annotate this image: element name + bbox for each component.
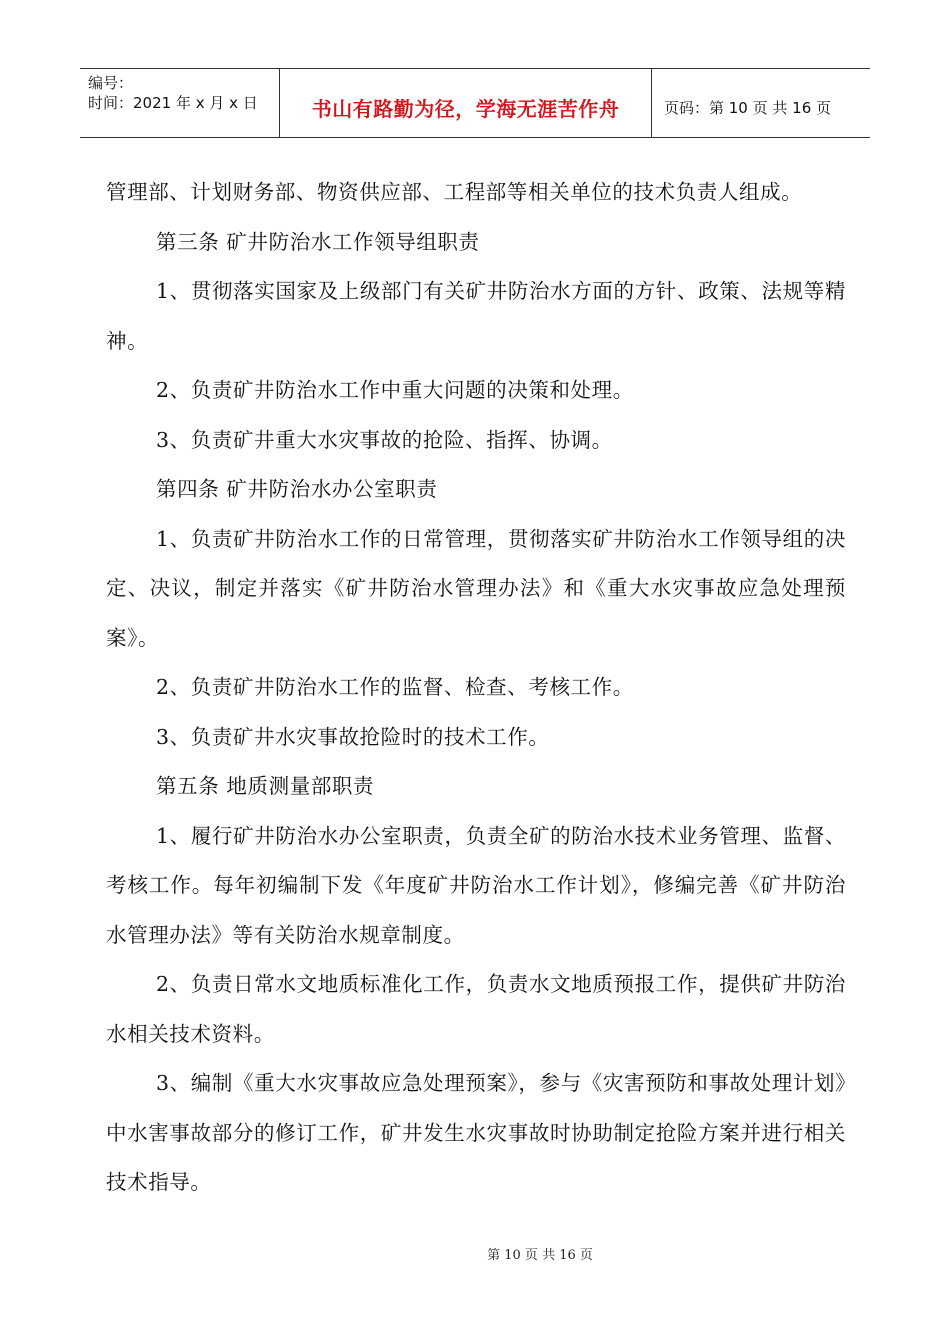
code-label: 编号： [88,74,134,92]
paragraph: 1、贯彻落实国家及上级部门有关矿井防治水方面的方针、政策、法规等精神。 [106,279,846,353]
page-footer: 第 10 页 共 16 页 [487,1248,593,1263]
article-heading: 第三条 矿井防治水工作领导组职责 [156,229,480,254]
article-heading: 第四条 矿井防治水办公室职责 [156,477,438,501]
paragraph: 2、负责矿井防治水工作中重大问题的决策和处理。 [156,378,634,402]
paragraph: 3、负责矿井水灾事故抢险时的技术工作。 [156,724,550,749]
article-heading: 第五条 地质测量部职责 [156,774,375,798]
header-motto: 书山有路勤为径，学海无涯苦作舟 [280,69,652,137]
paragraph: 1、履行矿井防治水办公室职责，负责全矿的防治水技术业务管理、监督、考核工作。每年初编制下发《年度矿井防治水工作计划》，修编完善《矿井防治水管理办法》等有关防治水规章制度。 [106,823,846,947]
header-page-info: 页码：第 10 页 共 16 页 [664,98,832,117]
header-meta [80,69,280,137]
document-body [106,168,846,1208]
paragraph: 3、负责矿井重大水灾事故的抢险、指挥、协调。 [156,427,613,452]
paragraph: 3、编制《重大水灾事故应急处理预案》，参与《灾害预防和事故处理计划》中水害事故部分的修订工作，矿井发生水灾事故时协助制定抢险方案并进行相关技术指导。 [106,1071,846,1194]
time-label: 时间：2021 年 x 月 x 日 [88,94,258,112]
document-header [80,68,870,138]
paragraph: 2、负责矿井防治水工作的监督、检查、考核工作。 [156,675,634,699]
paragraph: 管理部、计划财务部、物资供应部、工程部等相关单位的技术负责人组成。 [106,180,803,204]
paragraph: 1、负责矿井防治水工作的日常管理，贯彻落实矿井防治水工作领导组的决定、决议，制定并落实《矿井防治水管理办法》和《重大水灾事故应急处理预案》。 [106,526,846,650]
paragraph: 2、负责日常水文地质标准化工作，负责水文地质预报工作，提供矿井防治水相关技术资料。 [106,972,846,1046]
